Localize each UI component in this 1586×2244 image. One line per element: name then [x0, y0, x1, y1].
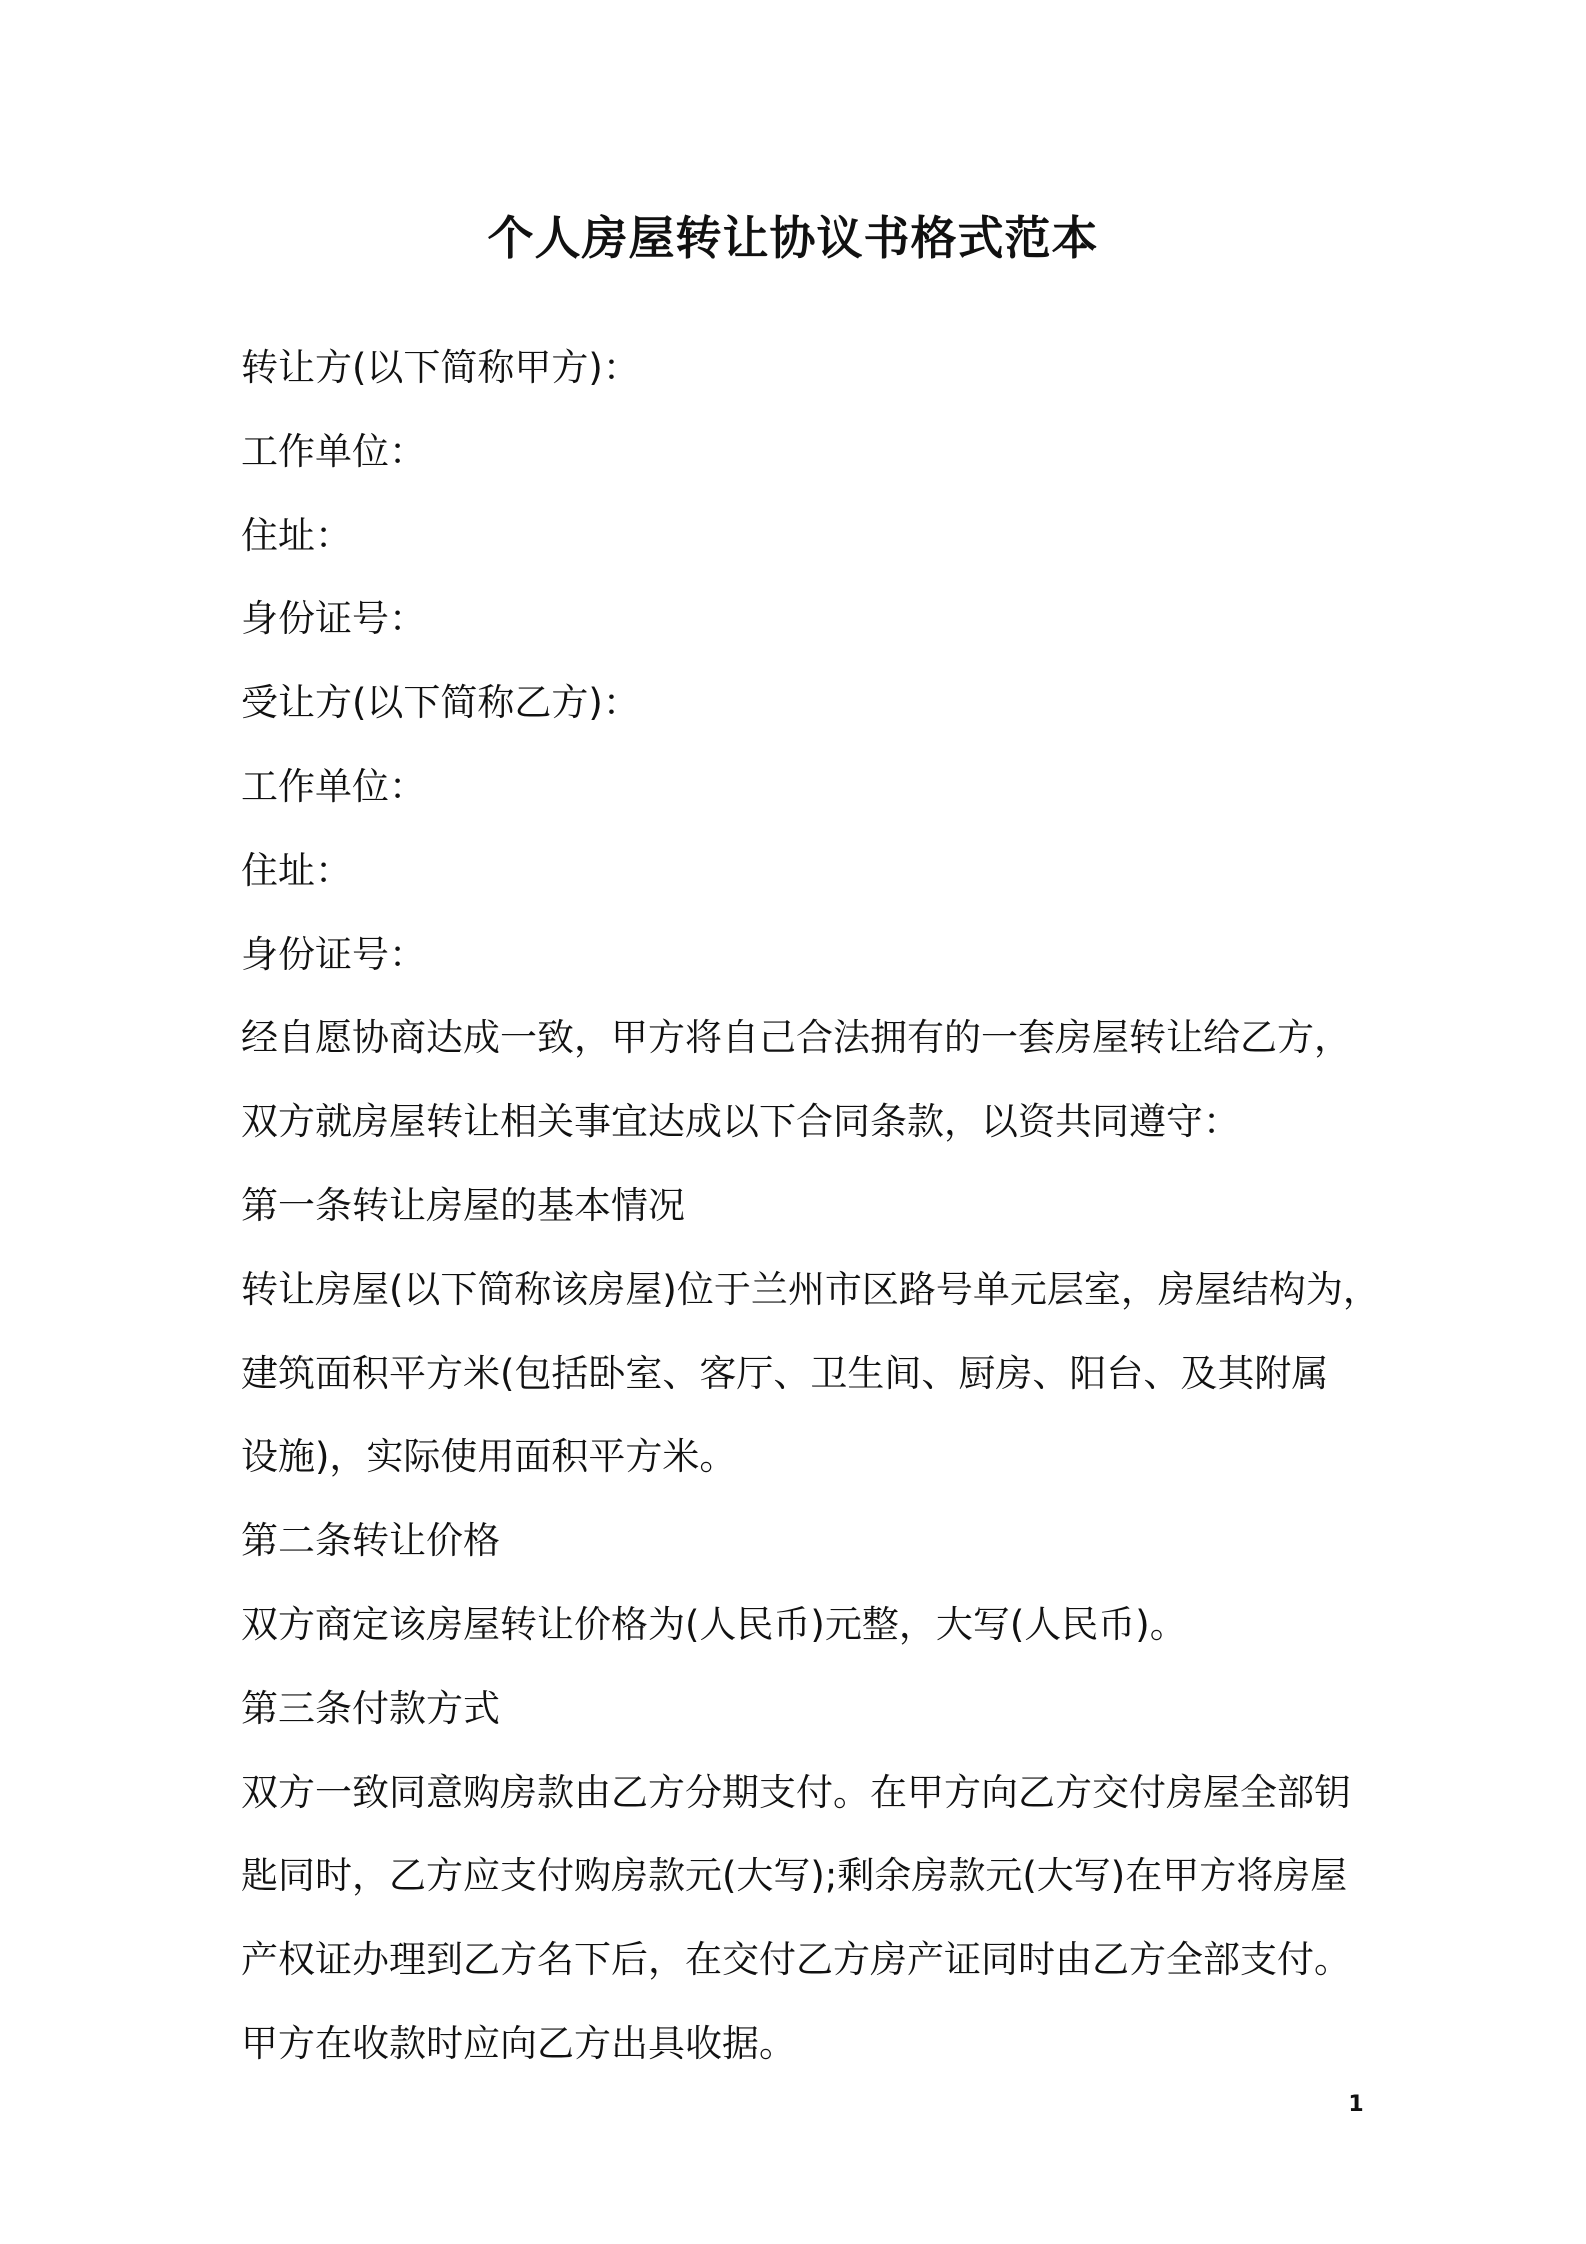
party-b-address: 住址：	[241, 848, 352, 892]
article-1-line-1: 转让房屋(以下简称该房屋)位于兰州市区路号单元层室，房屋结构为，	[241, 1267, 1380, 1311]
article-1-line-2: 建筑面积平方米(包括卧室、客厅、卫生间、厨房、阳台、及其附属	[241, 1351, 1329, 1395]
article-3-line-2: 匙同时，乙方应支付购房款元(大写);剩余房款元(大写)在甲方将房屋	[241, 1854, 1348, 1898]
article-3-heading: 第三条付款方式	[241, 1686, 500, 1730]
preamble-line-2: 双方就房屋转让相关事宜达成以下合同条款，以资共同遵守：	[241, 1100, 1240, 1144]
party-a-heading: 转让方(以下简称甲方)：	[241, 346, 640, 389]
article-2-heading: 第二条转让价格	[241, 1519, 500, 1563]
article-3-line-1: 双方一致同意购房款由乙方分期支付。在甲方向乙方交付房屋全部钥	[241, 1770, 1351, 1814]
party-b-heading: 受让方(以下简称乙方)：	[241, 681, 640, 725]
party-b-employer: 工作单位：	[241, 764, 426, 808]
article-3-line-3: 产权证办理到乙方名下后，在交付乙方房产证同时由乙方全部支付。	[241, 1938, 1351, 1982]
preamble-line-1: 经自愿协商达成一致，甲方将自己合法拥有的一套房屋转让给乙方，	[241, 1016, 1351, 1060]
document-body	[241, 326, 1401, 2086]
party-b-id-number: 身份证号：	[241, 932, 426, 976]
article-2-line-1: 双方商定该房屋转让价格为(人民币)元整，大写(人民币)。	[241, 1602, 1187, 1646]
article-3-line-4: 甲方在收款时应向乙方出具收据。	[241, 2021, 796, 2065]
document-title: 个人房屋转让协议书格式范本	[487, 211, 1099, 265]
party-a-id-number: 身份证号：	[241, 597, 426, 641]
party-a-address: 住址：	[241, 513, 352, 557]
page-number: 1	[1348, 2092, 1364, 2117]
article-1-line-3: 设施)，实际使用面积平方米。	[241, 1435, 737, 1479]
party-a-employer: 工作单位：	[241, 429, 426, 473]
article-1-heading: 第一条转让房屋的基本情况	[241, 1183, 685, 1227]
